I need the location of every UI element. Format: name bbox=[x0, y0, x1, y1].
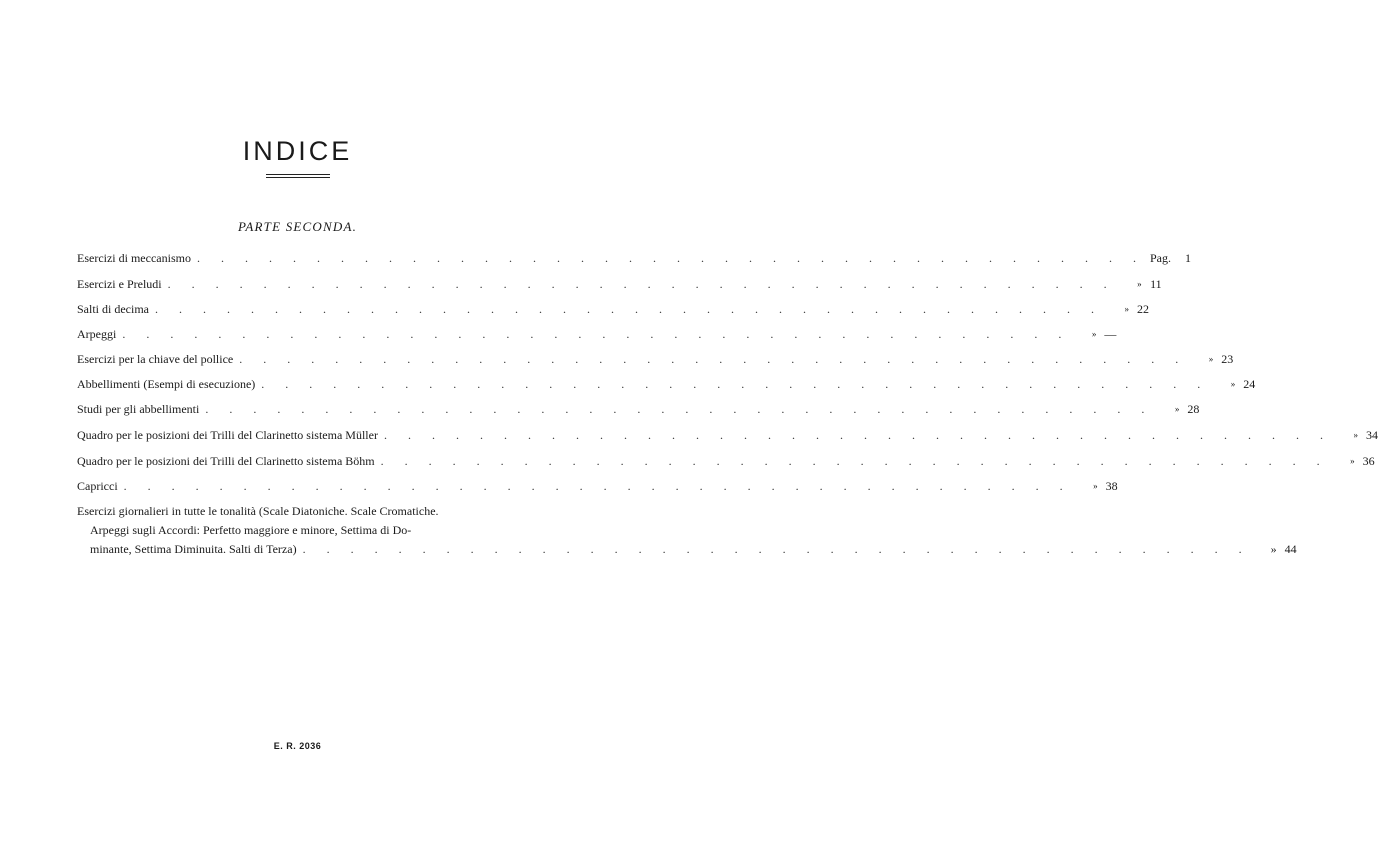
toc-entry-text: minante, Settima Diminuita. Salti di Terza) bbox=[90, 542, 297, 556]
toc-entry-page: 11 bbox=[1150, 277, 1162, 291]
toc-entry-continuation: Arpeggi sugli Accordi: Perfetto maggiore e minore, Settima di Do- bbox=[90, 523, 412, 537]
toc-entry-page: 28 bbox=[1187, 402, 1200, 416]
page-title: INDICE bbox=[242, 136, 353, 166]
toc-entry-text: Quadro per le posizioni dei Trilli del Clarinetto sistema Müller bbox=[77, 428, 378, 442]
toc-entry bbox=[77, 452, 1375, 470]
toc-entry-page: 23 bbox=[1221, 352, 1234, 366]
toc-entry-text: Capricci bbox=[77, 479, 118, 493]
toc-entry-text: Salti di decima bbox=[77, 302, 149, 316]
toc-entry-line: Esercizi giornalieri in tutte le tonalità (Scale Diatoniche. Scale Cromatiche. bbox=[77, 504, 439, 518]
toc-entry-page: 24 bbox=[1243, 377, 1256, 391]
dot-leader: . . . . . . . . . . . . . . . . . . . . . . . . . . . . . . . . . . . . . . . . bbox=[380, 454, 1329, 468]
toc-entry-page: 22 bbox=[1136, 302, 1149, 316]
dot-leader: . . . . . . . . . . . . . . . . . . . . . . . . . . . . . . . . . . . . . . . . bbox=[167, 277, 1116, 291]
dot-leader: . . . . . . . . . . . . . . . . . . . . . . . . . . . . . . . . . . . . . . . . bbox=[154, 302, 1103, 316]
toc-entry-prefix: » bbox=[1093, 481, 1098, 491]
dot-leader: . . . . . . . . . . . . . . . . . . . . . . . . . . . . . . . . . . . . . . . . bbox=[205, 402, 1154, 416]
dot-leader: . . . . . . . . . . . . . . . . . . . . . . . . . . . . . . . . . . . . . . . . bbox=[261, 377, 1210, 391]
title-rule-top bbox=[266, 174, 330, 175]
toc-entry bbox=[77, 275, 1162, 293]
title-rule-bottom bbox=[266, 177, 330, 178]
publisher-code: E. R. 2036 bbox=[273, 741, 322, 751]
toc-entry-prefix: Pag. bbox=[1149, 251, 1171, 265]
toc-entry-prefix: » bbox=[1174, 404, 1180, 414]
toc-entry bbox=[77, 325, 1117, 343]
toc-entry bbox=[77, 375, 1256, 393]
toc-entry-prefix: » bbox=[1124, 304, 1129, 314]
toc-entry-page: 44 bbox=[1284, 542, 1297, 556]
toc-entry-prefix: » bbox=[1137, 279, 1142, 289]
toc-entry-text: Abbellimenti (Esempi di esecuzione) bbox=[77, 377, 256, 391]
toc-entry bbox=[77, 426, 1378, 444]
toc-entry bbox=[77, 300, 1149, 318]
toc-entry-text: Esercizi per la chiave del pollice bbox=[77, 352, 234, 366]
toc-entry-text: Esercizi di meccanismo bbox=[77, 251, 191, 265]
dot-leader: . . . . . . . . . . . . . . . . . . . . . . . . . . . . . . . . . . . . . . . . bbox=[239, 352, 1188, 366]
toc-entry bbox=[77, 400, 1200, 418]
toc-entry-prefix: » bbox=[1270, 542, 1277, 556]
toc-entry bbox=[77, 350, 1234, 368]
dot-leader: . . . . . . . . . . . . . . . . . . . . . . . . . . . . . . . . . . . . . . . . bbox=[383, 428, 1332, 442]
toc-entry-page: 38 bbox=[1105, 479, 1118, 493]
toc-entry-prefix: » bbox=[1208, 354, 1214, 364]
dot-leader: . . . . . . . . . . . . . . . . . . . . . . . . . . . . . . . . . . . . . . . . bbox=[123, 479, 1072, 493]
toc-entry-prefix: » bbox=[1353, 430, 1358, 440]
dot-leader: . . . . . . . . . . . . . . . . . . . . . . . . . . . . . . . . . . . . . . . . bbox=[122, 327, 1071, 341]
toc-entry-prefix: » bbox=[1350, 456, 1355, 466]
toc-entry-prefix: » bbox=[1230, 379, 1236, 389]
toc-entry bbox=[77, 249, 1191, 267]
toc-entry-prefix: » bbox=[1091, 329, 1097, 339]
toc-entry-page: 36 bbox=[1362, 454, 1375, 468]
toc-entry-page: — bbox=[1104, 327, 1117, 341]
toc-entry-page: 34 bbox=[1365, 428, 1378, 442]
toc-entry-page: 1 bbox=[1184, 251, 1191, 265]
toc-entry-text: Studi per gli abbellimenti bbox=[77, 402, 200, 416]
toc-entry-text: Quadro per le posizioni dei Trilli del Clarinetto sistema Böhm bbox=[77, 454, 375, 468]
toc-entry-continuation-last bbox=[90, 540, 1297, 558]
section-heading: PARTE SECONDA. bbox=[237, 219, 358, 234]
dot-leader: . . . . . . . . . . . . . . . . . . . . . . . . . . . . . . . . . . . . . . . . bbox=[196, 251, 1145, 265]
dot-leader: . . . . . . . . . . . . . . . . . . . . . . . . . . . . . . . . . . . . . . . . bbox=[302, 542, 1251, 556]
toc-entry-text: Arpeggi bbox=[77, 327, 117, 341]
toc-entry bbox=[77, 477, 1118, 495]
toc-entry-text: Esercizi e Preludi bbox=[77, 277, 162, 291]
